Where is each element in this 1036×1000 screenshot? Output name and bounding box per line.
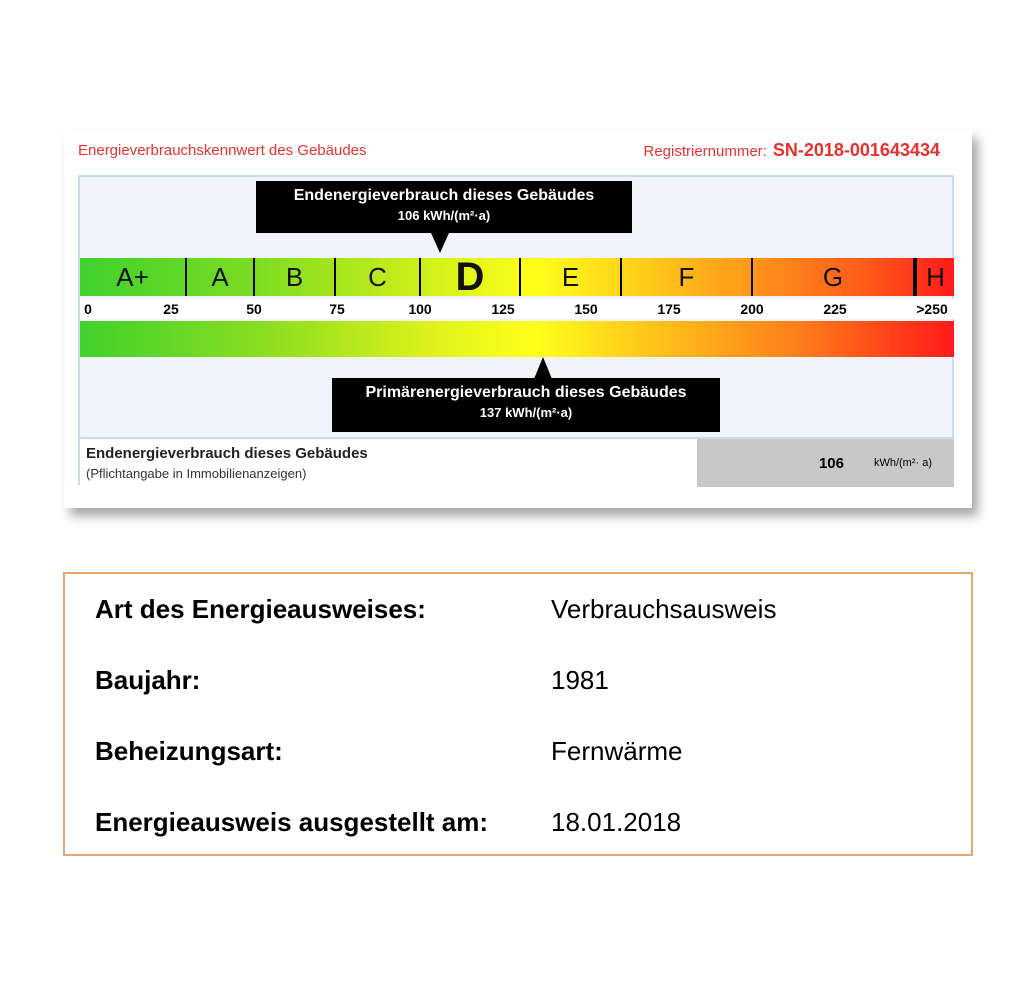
class-b: B [255,258,336,296]
tick-250-plus: >250 [916,301,948,317]
efficiency-class-scale [80,254,954,299]
class-h: H [915,258,954,296]
class-d: D [421,258,521,296]
footer-title: Endenergieverbrauch dieses Gebäudes [86,445,368,462]
end-energy-footer [80,437,954,487]
tick-200: 200 [740,301,764,317]
info-value: Fernwärme [551,736,683,766]
info-label: Art des Energieausweises: [95,594,426,624]
registration-number [643,140,940,161]
info-label: Baujahr: [95,665,201,695]
info-label: Beheizungsart: [95,736,283,766]
scale-ticks [80,299,954,319]
footer-value-box [697,439,954,487]
primary-energy-callout [332,378,720,432]
class-g: G [753,258,915,296]
end-energy-callout [256,181,632,233]
class-f: F [622,258,753,296]
class-c: C [336,258,421,296]
footer-note: (Pflichtangabe in Immobilienanzeigen) [86,466,307,481]
certificate-info-box [63,572,973,856]
footer-unit: kWh/(m²· a) [873,457,932,469]
primary-energy-callout-title: Primärenergieverbrauch dieses Gebäudes [365,384,687,401]
tick-0: 0 [84,301,92,317]
tick-125: 125 [491,301,515,317]
registration-label: Registriernummer: [643,143,767,160]
energy-scale-panel [78,175,954,485]
info-label: Energieausweis ausgestellt am: [95,807,489,837]
info-value: 1981 [551,665,609,695]
info-value: Verbrauchsausweis [551,594,777,624]
tick-50: 50 [246,301,262,317]
tick-100: 100 [408,301,432,317]
primary-energy-marker [534,357,552,379]
end-energy-marker [431,233,449,253]
info-value: 18.01.2018 [551,807,682,837]
energy-label-card [64,130,972,508]
label-title: Energieverbrauchskennwert des Gebäudes [78,142,367,159]
registration-value: SN-2018-001643434 [772,140,940,160]
tick-25: 25 [163,301,179,317]
tick-175: 175 [657,301,681,317]
footer-value: 106 [818,455,844,472]
tick-225: 225 [823,301,847,317]
end-energy-callout-title: Endenergieverbrauch dieses Gebäudes [293,187,595,204]
end-energy-callout-value: 106 kWh/(m²·a) [397,208,491,223]
class-a: A [187,258,255,296]
class-a-plus: A+ [80,258,187,296]
primary-energy-gradient-bar [80,321,954,357]
class-e: E [521,258,622,296]
primary-energy-callout-value: 137 kWh/(m²·a) [479,405,573,420]
tick-75: 75 [329,301,345,317]
tick-150: 150 [574,301,598,317]
